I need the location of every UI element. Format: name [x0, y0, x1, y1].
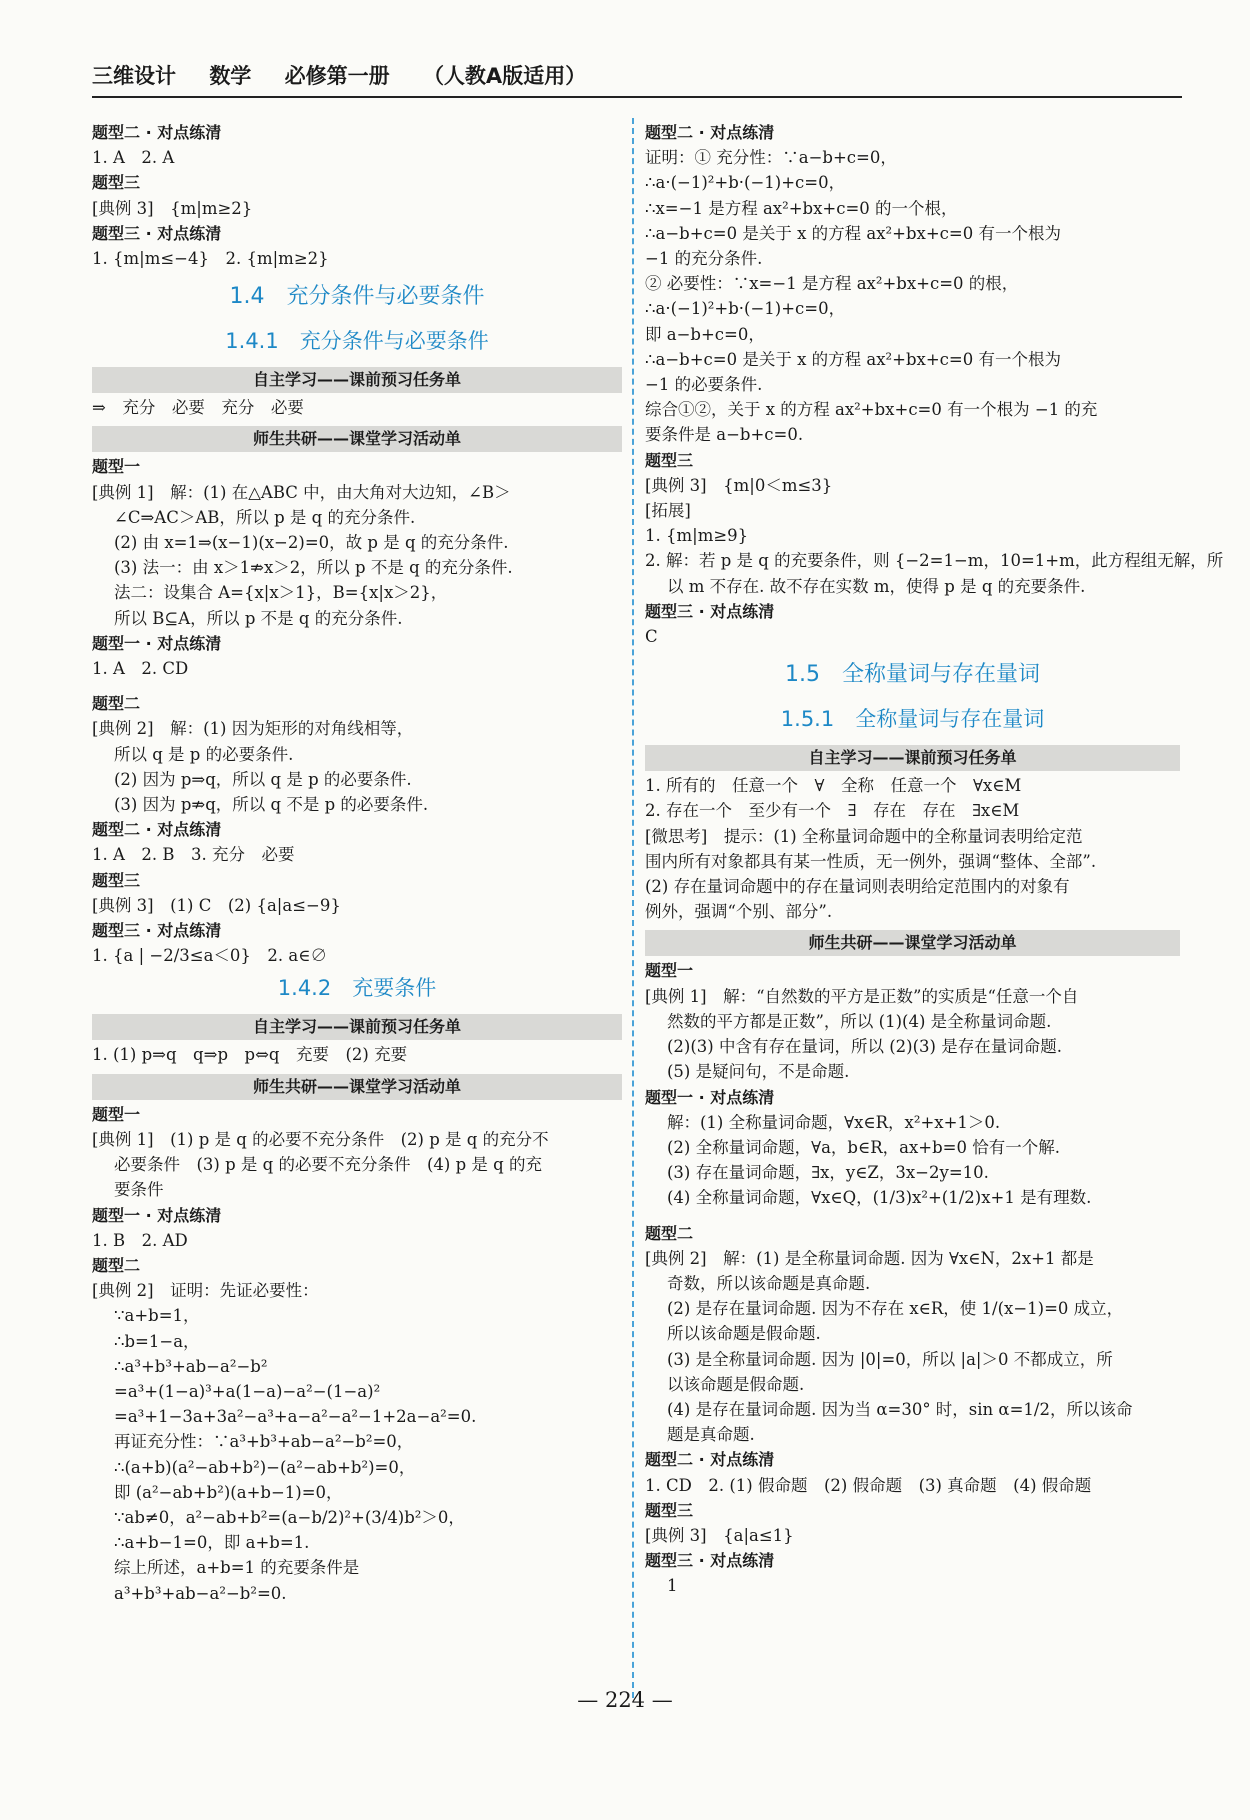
text-line: 要条件 — [114, 1180, 164, 1200]
text-line: 围内所有对象都具有某一性质，无一例外，强调“整体、全部”. — [645, 851, 1097, 871]
text-line: 法二：设集合 A={x|x＞1}，B={x|x＞2}， — [114, 583, 448, 603]
text-line: ∴a−b+c=0 是关于 x 的方程 ax²+bx+c=0 有一个根为 — [645, 349, 1061, 369]
section-title: 1.4 充分条件与必要条件 — [229, 284, 485, 310]
section-heading: 题型三 — [645, 450, 694, 470]
section-heading: 题型三 · 对点练清 — [92, 223, 222, 243]
text-line: 1. 所有的 任意一个 ∀ 全称 任意一个 ∀x∈M — [645, 776, 1022, 796]
text-line: [拓展] — [645, 501, 691, 521]
text-line: (5) 是疑问句，不是命题. — [667, 1062, 850, 1082]
section-heading: 题型二 — [645, 1223, 694, 1243]
text-line: (2) 全称量词命题，∀a，b∈R，ax+b=0 恰有一个解. — [667, 1137, 1060, 1157]
left-column — [92, 120, 622, 1606]
text-line: 然数的平方都是正数”，所以 (1)(4) 是全称量词命题. — [667, 1011, 1052, 1031]
banner-bar: 师生共研——课堂学习活动单 — [92, 426, 622, 452]
section-heading: 题型三 — [92, 870, 141, 890]
banner-bar: 师生共研——课堂学习活动单 — [645, 930, 1180, 956]
header-volume: 必修第一册 — [284, 64, 390, 88]
text-line: [典例 2] 证明：先证必要性： — [92, 1281, 319, 1301]
text-line: ∴x=−1 是方程 ax²+bx+c=0 的一个根， — [645, 198, 958, 218]
text-line: (3) 是全称量词命题. 因为 |0|=0，所以 |a|＞0 不都成立，所 — [667, 1349, 1113, 1369]
section-heading: 题型二 — [92, 694, 141, 714]
text-line: 2. 存在一个 至少有一个 ∃ 存在 存在 ∃x∈M — [645, 801, 1020, 821]
section-heading: 题型一 · 对点练清 — [92, 633, 222, 653]
text-line: −1 的必要条件. — [645, 375, 763, 395]
header-subject: 数学 — [209, 64, 252, 88]
text-line: ∠C⇒AC＞AB，所以 p 是 q 的充分条件. — [114, 507, 416, 527]
text-line: ∴a·(−1)²+b·(−1)+c=0， — [645, 173, 846, 193]
page-header — [92, 60, 1182, 98]
section-heading: 题型二 — [92, 1255, 141, 1275]
section-heading: 题型二 · 对点练清 — [645, 123, 775, 142]
text-line: 要条件是 a−b+c=0. — [645, 425, 804, 445]
banner-bar: 自主学习——课前预习任务单 — [92, 367, 622, 393]
subsection-title: 1.4.1 充分条件与必要条件 — [225, 329, 489, 354]
text-line: 以 m 不存在. 故不存在实数 m，使得 p 是 q 的充要条件. — [667, 576, 1086, 596]
text-line: 1. CD 2. (1) 假命题 (2) 假命题 (3) 真命题 (4) 假命题 — [645, 1475, 1092, 1495]
right-column — [645, 120, 1224, 1599]
section-heading: 题型二 · 对点练清 — [92, 820, 222, 840]
text-line: 奇数，所以该命题是真命题. — [667, 1273, 871, 1293]
text-line: 即 a−b+c=0， — [645, 324, 765, 344]
text-line: [典例 3] {a|a≤1} — [645, 1525, 794, 1545]
text-line: ∴a·(−1)²+b·(−1)+c=0， — [645, 299, 846, 319]
section-title: 1.5 全称量词与存在量词 — [785, 662, 1040, 688]
text-line: 题是真命题. — [667, 1425, 755, 1445]
text-line: [典例 3] {m|0＜m≤3} — [645, 475, 833, 495]
section-heading: 题型一 — [645, 961, 694, 981]
text-line: ∵ab≠0，a²−ab+b²=(a−b/2)²+(3/4)b²＞0， — [114, 1507, 465, 1527]
banner-bar: 自主学习——课前预习任务单 — [92, 1014, 622, 1040]
text-line: (2) 因为 p⇒q，所以 q 是 p 的必要条件. — [114, 769, 412, 789]
text-line: 1. (1) p⇒q q⇒p p⇔q 充要 (2) 充要 — [92, 1045, 408, 1065]
text-line: 1. {m|m≥9} — [645, 526, 749, 546]
section-heading: 题型三 · 对点练清 — [645, 601, 775, 621]
text-line: 1. A 2. CD — [92, 659, 189, 679]
text-line: 1 — [667, 1576, 678, 1596]
text-line: 证明：① 充分性：∵a−b+c=0， — [645, 148, 897, 168]
section-heading: 题型三 — [645, 1500, 694, 1520]
text-line: [典例 1] (1) p 是 q 的必要不充分条件 (2) p 是 q 的充分不 — [92, 1129, 549, 1149]
text-line: ∴a−b+c=0 是关于 x 的方程 ax²+bx+c=0 有一个根为 — [645, 223, 1061, 243]
text-line: (3) 存在量词命题，∃x，y∈Z，3x−2y=10. — [667, 1163, 989, 1183]
subsection-title: 1.5.1 全称量词与存在量词 — [780, 707, 1045, 732]
text-line: [典例 2] 解：(1) 是全称量词命题. 因为 ∀x∈N，2x+1 都是 — [645, 1248, 1094, 1268]
text-line: [典例 1] 解：“自然数的平方是正数”的实质是“任意一个自 — [645, 986, 1079, 1006]
text-line: 综合①②，关于 x 的方程 ax²+bx+c=0 有一个根为 −1 的充 — [645, 400, 1098, 420]
text-line: (2) 存在量词命题中的存在量词则表明给定范围内的对象有 — [645, 877, 1070, 897]
section-heading: 题型二 · 对点练清 — [92, 123, 222, 142]
text-line: 1. A 2. A — [92, 148, 175, 168]
text-line: 例外，强调“个别、部分”. — [645, 902, 833, 922]
text-line: ∴b=1−a， — [114, 1331, 200, 1351]
header-edition: （人教A版适用） — [422, 64, 587, 88]
text-line: C — [645, 627, 658, 647]
text-line: =a³+1−3a+3a²−a³+a−a²−a²−1+2a−a²=0. — [114, 1407, 477, 1427]
text-line: (3) 法一：由 x＞1⇏x＞2，所以 p 不是 q 的充分条件. — [114, 558, 513, 578]
text-line: 再证充分性：∵a³+b³+ab−a²−b²=0， — [114, 1432, 414, 1452]
text-line: ∵a+b=1， — [114, 1306, 200, 1326]
text-line: 所以 B⊆A，所以 p 不是 q 的充分条件. — [114, 608, 403, 628]
text-line: 2. 解：若 p 是 q 的充要条件，则 {−2=1−m，10=1+m，此方程组无解，所 — [645, 551, 1224, 571]
column-divider — [632, 118, 634, 1698]
section-heading: 题型二 · 对点练清 — [645, 1450, 775, 1470]
text-line: 解：(1) 全称量词命题，∀x∈R，x²+x+1＞0. — [667, 1112, 1001, 1132]
text-line: ∴a+b−1=0，即 a+b=1. — [114, 1533, 310, 1553]
text-line: [典例 1] 解：(1) 在△ABC 中，由大角对大边知，∠B＞ — [92, 482, 511, 502]
text-line: (4) 全称量词命题，∀x∈Q，(1/3)x²+(1/2)x+1 是有理数. — [667, 1188, 1092, 1208]
text-line: =a³+(1−a)³+a(1−a)−a²−(1−a)² — [114, 1381, 381, 1401]
text-line: 1. B 2. AD — [92, 1230, 188, 1250]
text-line: ⇒ 充分 必要 充分 必要 — [92, 398, 304, 418]
text-line: a³+b³+ab−a²−b²=0. — [114, 1583, 287, 1603]
spacer — [92, 681, 622, 691]
banner-bar: 师生共研——课堂学习活动单 — [92, 1074, 622, 1100]
text-line: ∴(a+b)(a²−ab+b²)−(a²−ab+b²)=0， — [114, 1457, 416, 1477]
text-line: 1. {a | −2/3≤a＜0} 2. a∈∅ — [92, 946, 327, 966]
section-heading: 题型三 · 对点练清 — [92, 921, 222, 941]
text-line: [典例 3] (1) C (2) {a|a≤−9} — [92, 895, 341, 915]
text-line: 综上所述，a+b=1 的充要条件是 — [114, 1558, 360, 1578]
text-line: (2) 由 x=1⇒(x−1)(x−2)=0，故 p 是 q 的充分条件. — [114, 533, 509, 553]
banner-bar: 自主学习——课前预习任务单 — [645, 745, 1180, 771]
header-series: 三维设计 — [92, 64, 176, 88]
section-heading: 题型三 — [92, 173, 141, 193]
text-line: (3) 因为 p⇏q，所以 q 不是 p 的必要条件. — [114, 795, 429, 815]
section-heading: 题型一 · 对点练清 — [645, 1087, 775, 1107]
subsection-title: 1.4.2 充要条件 — [277, 976, 437, 1001]
text-line: ② 必要性：∵x=−1 是方程 ax²+bx+c=0 的根， — [645, 274, 1019, 294]
text-line: 必要条件 (3) p 是 q 的必要不充分条件 (4) p 是 q 的充 — [114, 1155, 542, 1175]
text-line: 1. A 2. B 3. 充分 必要 — [92, 845, 295, 865]
text-line: (2) 是存在量词命题. 因为不存在 x∈R，使 1/(x−1)=0 成立， — [667, 1299, 1124, 1319]
text-line: 即 (a²−ab+b²)(a+b−1)=0， — [114, 1482, 343, 1502]
text-line: [典例 2] 解：(1) 因为矩形的对角线相等， — [92, 719, 414, 739]
text-line: (4) 是存在量词命题. 因为当 α=30° 时，sin α=1/2，所以该命 — [667, 1399, 1133, 1419]
text-line: (2)(3) 中含有存在量词，所以 (2)(3) 是存在量词命题. — [667, 1037, 1062, 1057]
text-line: 所以 q 是 p 的必要条件. — [114, 744, 294, 764]
text-line: [微思考] 提示：(1) 全称量词命题中的全称量词表明给定范 — [645, 826, 1083, 846]
text-line: [典例 3] {m|m≥2} — [92, 198, 253, 218]
text-line: −1 的充分条件. — [645, 249, 763, 269]
text-line: 1. {m|m≤−4} 2. {m|m≥2} — [92, 249, 329, 269]
text-line: 以该命题是假命题. — [667, 1374, 805, 1394]
text-line: 所以该命题是假命题. — [667, 1324, 821, 1344]
section-heading: 题型一 · 对点练清 — [92, 1205, 222, 1225]
page-number: — 224 — — [577, 1688, 673, 1712]
section-heading: 题型三 · 对点练清 — [645, 1551, 775, 1571]
text-line: ∴a³+b³+ab−a²−b² — [114, 1356, 268, 1376]
section-heading: 题型一 — [92, 1104, 141, 1124]
section-heading: 题型一 — [92, 457, 141, 477]
spacer — [645, 1211, 1180, 1221]
